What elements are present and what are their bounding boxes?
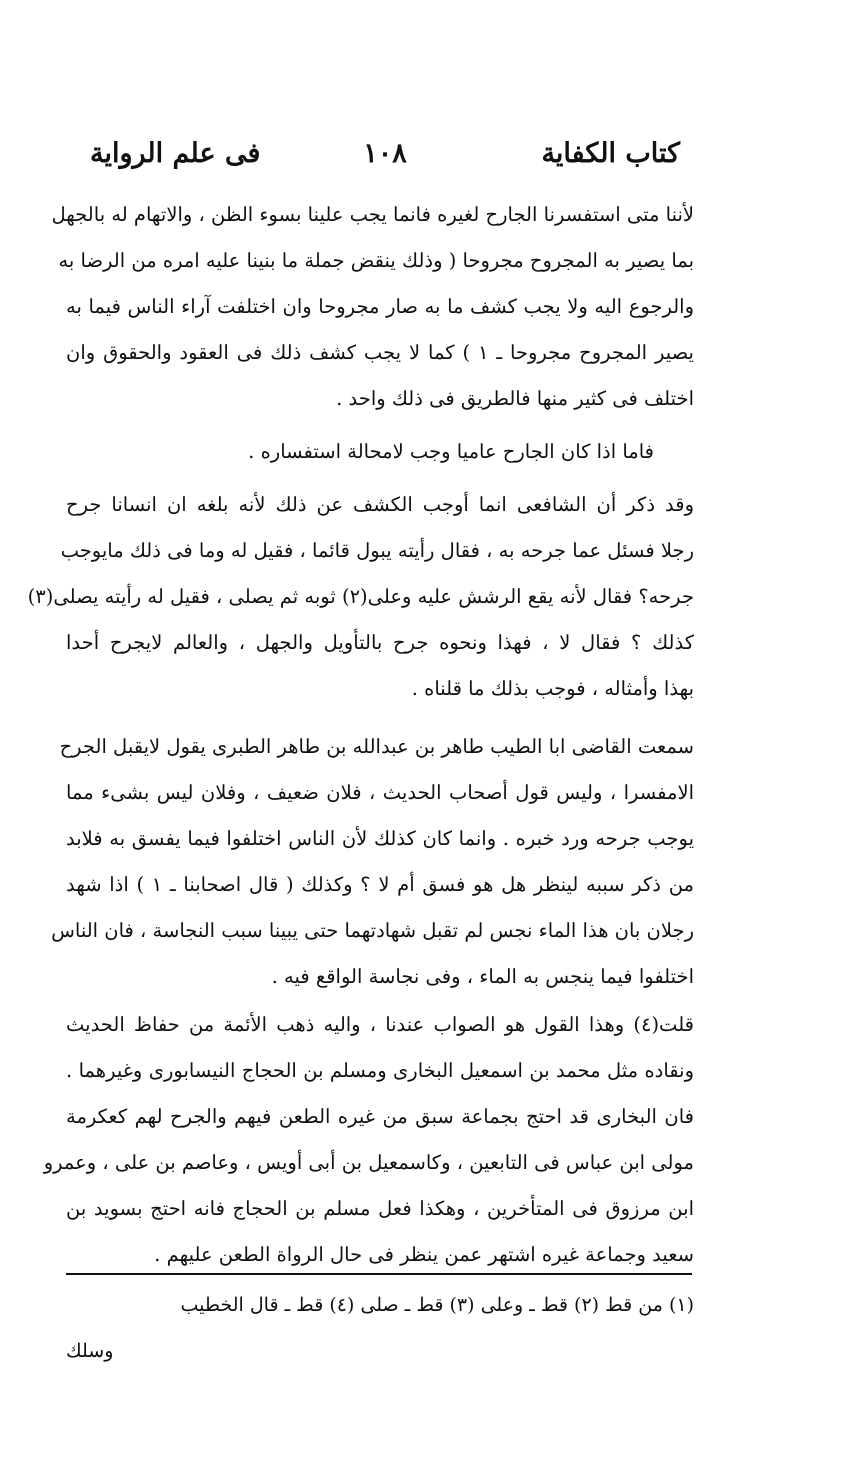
text-line: بهذا وأمثاله ، فوجب بذلك ما قلناه . — [411, 677, 694, 700]
text-line: كذلك ؟ فقال لا ، فهذا ونحوه جرح بالتأويل والجهل ، والعالم لايجرح أحدا — [66, 631, 694, 654]
text-line: سعيد وجماعة غيره اشتهر عمن ينظر فى حال الرواة الطعن عليهم . — [154, 1243, 694, 1266]
paragraph-line: فاما اذا كان الجارح عاميا وجب لامحالة استفساره . — [248, 440, 654, 463]
text-line: رجلا فسئل عما جرحه به ، فقال رأيته يبول قائما ، فقيل له وما فى ذلك مايوجب — [60, 539, 694, 562]
text-line: يصير المجروح مجروحا ـ ١ ) كما لا يجب كشف ذلك فى العقود والحقوق وان — [66, 341, 694, 364]
running-header — [90, 138, 680, 182]
text-line: ابن مرزوق فى المتأخرين ، وهكذا فعل مسلم بن الحجاج فانه احتج بسويد بن — [66, 1197, 694, 1220]
text-line: وقد ذكر أن الشافعى انما أوجب الكشف عن ذلك لأنه بلغه ان انسانا جرح — [66, 493, 694, 516]
text-line: جرحه؟ فقال لأنه يقع الرشش عليه وعلى(٢) ثوبه ثم يصلى ، فقيل له رأيته يصلى(٣) — [27, 585, 694, 608]
footnote-divider — [66, 1273, 692, 1275]
catchword: وسلك — [66, 1340, 114, 1362]
text-line: ونقاده مثل محمد بن اسمعيل البخارى ومسلم بن الحجاج النيسابورى وغيرهما . — [66, 1059, 694, 1082]
text-line: والرجوع اليه ولا يجب كشف ما به صار مجروحا وان اختلفت آراء الناس فيما به — [66, 295, 694, 318]
text-line: الامفسرا ، وليس قول أصحاب الحديث ، فلان ضعيف ، وفلان ليس بشىء مما — [66, 781, 694, 804]
text-line: رجلان بان هذا الماء نجس لم تقبل شهادتهما حتى يبينا سبب النجاسة ، فان الناس — [51, 919, 694, 942]
text-line: سمعت القاضى ابا الطيب طاهر بن عبدالله بن طاهر الطبرى يقول لايقبل الجرح — [59, 735, 694, 758]
footnote: (١) من قط (٢) قط ـ وعلى (٣) قط ـ صلى (٤) قط ـ قال الخطيب — [180, 1294, 694, 1316]
text-line: فان البخارى قد احتج بجماعة سبق من غيره الطعن فيهم والجرح لهم كعكرمة — [66, 1105, 694, 1128]
text-line: يوجب جرحه ورد خبره . وانما كان كذلك لأن الناس اختلفوا فيما يفسق به فلابد — [66, 827, 694, 850]
text-line: قلت(٤) وهذا القول هو الصواب عندنا ، واليه ذهب الأئمة من حفاظ الحديث — [66, 1013, 694, 1036]
page-number: ١٠٨ — [363, 138, 407, 169]
book-title: كتاب الكفاية — [541, 138, 680, 169]
book-subtitle: فى علم الرواية — [90, 138, 261, 169]
text-line: اختلف فى كثير منها فالطريق فى ذلك واحد . — [336, 387, 694, 410]
text-line: مولى ابن عباس فى التابعين ، وكاسمعيل بن أبى أويس ، وعاصم بن على ، وعمرو — [43, 1151, 694, 1174]
text-line: لأننا متى استفسرنا الجارح لغيره فانما يجب علينا بسوء الظن ، والاتهام له بالجهل — [51, 203, 694, 226]
text-line: بما يصير به المجروح مجروحا ( وذلك ينقض جملة ما بنينا عليه امره من الرضا به — [58, 249, 694, 272]
text-line: اختلفوا فيما ينجس به الماء ، وفى نجاسة الواقع فيه . — [271, 965, 694, 988]
text-line: من ذكر سببه لينظر هل هو فسق أم لا ؟ وكذلك ( قال اصحابنا ـ ١ ) اذا شهد — [66, 873, 694, 896]
